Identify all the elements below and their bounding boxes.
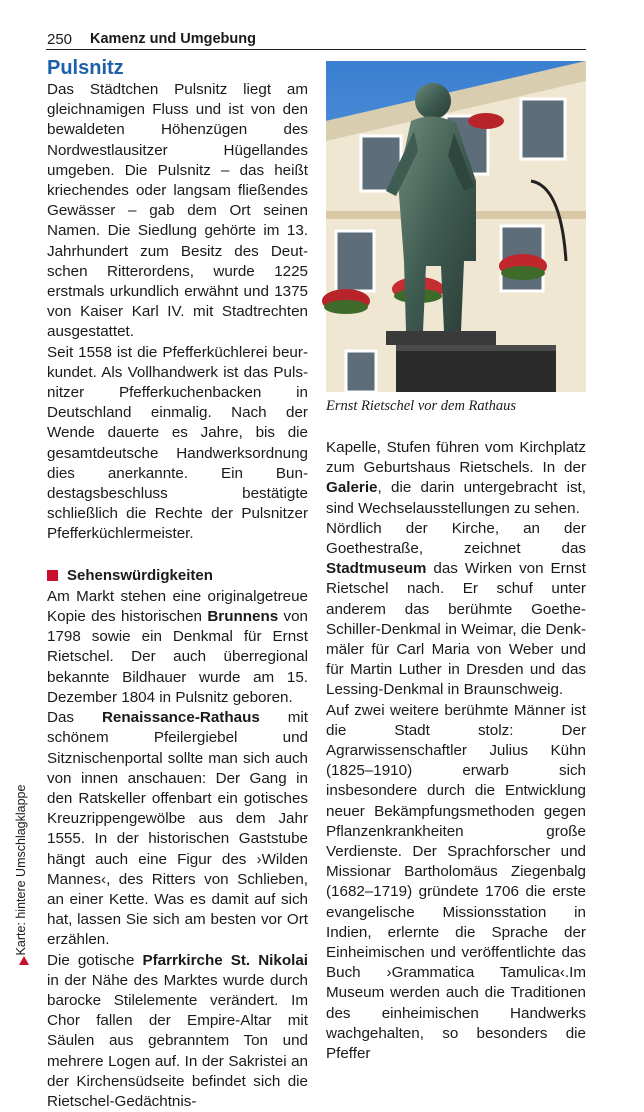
page-number: 250 — [47, 31, 73, 48]
left-column — [47, 56, 308, 1110]
term-renaissance-rathaus: Renaissance-Rathaus — [101, 709, 260, 727]
running-header — [46, 31, 586, 50]
paragraph-brunnen: Am Markt stehen eine originalgetreue Kopie des historischen Brunnens von 1798 sowie ein Denkmal für Ernst Rietschel. Der auch überregional bekannte Bildhauer wurde am 15. Dezember 1804 in Pulsnitz geboren. — [47, 587, 308, 706]
intro-paragraph-1: Das Städtchen Pulsnitz liegt am gleichnamigen Fluss und ist von den bewaldeten Höhenzügen des Nordwestlausitzer Hügellandes umgeben. Die Pulsnitz – das heißt kriechendes oder langsam fließendes Gewässer – gab dem Ort seinen Namen. Die Siedlung gehörte im 13. Jahrhundert zum Besitz des Deutschen Ritterordens, wurde 1225 erstmals urkundlich erwähnt und 1375 von Kaiser Karl IV. mit Stadtrechten ausgestattet. — [47, 81, 308, 341]
section-heading-text: Sehenswürdigkeiten — [67, 566, 213, 584]
statue-photo-illustration — [326, 61, 586, 392]
section-heading — [47, 566, 308, 586]
paragraph-rathaus: Das Renaissance-Rathaus mit schönem Pfeilergiebel und Sitznischenportal sollte man sich auch von innen anschauen: Der Gang in den Ratskeller offenbart ein gotisches Kreuzrippengewölbe aus dem Jahr 1555. In der historischen Gaststube hängt auch eine Figur des ›Wilden Mannes‹, des Ritters von Schlieben, an einer Kette. Was es damit auf sich hat, lassen Sie sich am besten vor Ort erzählen. — [47, 709, 308, 949]
paragraph-pfarrkirche: Die gotische Pfarrkirche St. Nikolai in der Nähe des Marktes wurde durch barocke Stilelemente verändert. Im Chor fallen der Empire-Altar mit Säulen aus gebranntem Ton und mehrere Logen auf. In der Sakristei an der Kirchensüdseite befindet sich die Rietschel-Gedächtnis- — [47, 951, 308, 1110]
photo-rietschel-statue — [326, 61, 586, 392]
term-pfarrkirche: Pfarrkirche St. Nikolai — [142, 951, 308, 969]
side-tab-label: Karte: hintere Umschlagklappe — [14, 784, 28, 956]
red-square-icon — [47, 570, 58, 581]
paragraph-persoenlichkeiten: Auf zwei weitere berühmte Männer ist die Stadt stolz: Der Agrarwissenschaftler Julius Kühn (1825–1910) erwarb sich insbesondere durch die Entwicklung neuer Bekämpfungsmethoden gegen Pflanzenkrankheiten große Verdienste. Der Sprachforscher und Missionar Bartholomäus Ziegenbalg (1682–1719) gründete 1706 die erste evangelische Missionsstation in Indien, erlernte die Sprache der Einheimischen und veröffentlichte das Buch ›Grammatica Tamulica‹.Im Museum werden auch die Traditionen des einheimischen Handwerks wachgehalten, so besonders die Pfeffer — [326, 701, 586, 1063]
side-tab — [14, 770, 34, 970]
paragraph-stadtmuseum: Nördlich der Kirche, an der Goethestraße, zeichnet das Stadtmuseum das Wirken von Ernst Rietschel nach. Er schuf unter anderem das berühmte Goethe-Schiller-Denkmal in Weimar, die Denkmäler für Carl Maria von Weber und für Martin Luther in Dresden und das Lessing-Denkmal in Braunschweig. — [326, 519, 586, 699]
term-stadtmuseum: Stadtmuseum — [326, 560, 427, 578]
paragraph-galerie: Kapelle, Stufen führen vom Kirchplatz zum Geburtshaus Rietschels. In der Galerie, die darin untergebracht ist, sind Wechselausstellungen zu sehen. — [326, 439, 586, 517]
article-title: Pulsnitz — [47, 57, 124, 79]
term-galerie: Galerie — [326, 479, 378, 497]
intro-paragraph-2: Seit 1558 ist die Pfefferküchlerei beurkundet. Als Vollhandwerk ist das Pulsnitzer Pfefferkuchenbacken in Deutschland einmalig. Nach der Wende dauerte es Jahre, bis die gesamtdeutsche Handwerksordnung dies anerkannte. Ein Bundestagsbeschluss bestätigte schließlich die Rechte der Pulsnitzer Pfefferküchlermeister. — [47, 343, 308, 543]
term-brunnens: Brunnens — [207, 608, 279, 626]
arrow-up-icon — [19, 956, 29, 965]
photo-caption: Ernst Rietschel vor dem Rathaus — [326, 398, 517, 414]
running-title: Kamenz und Umgebung — [90, 31, 256, 47]
right-column — [326, 438, 586, 1064]
